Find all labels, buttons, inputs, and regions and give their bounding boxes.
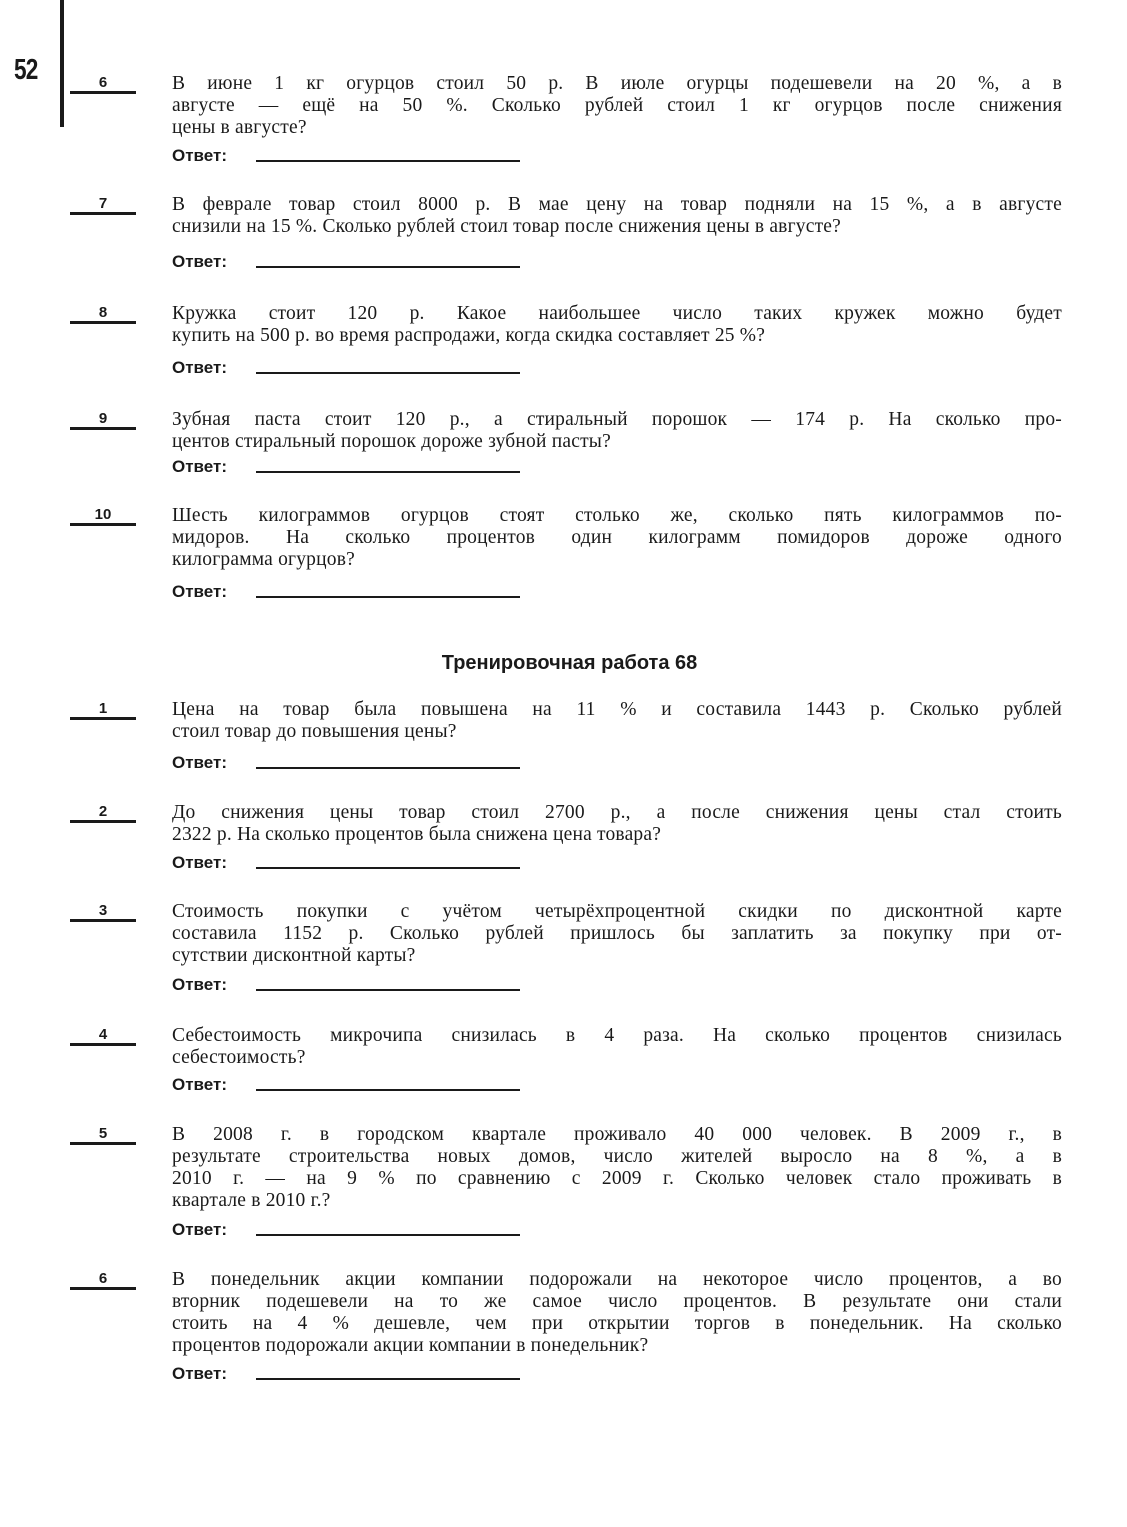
- task-text-line: 2322 р. На сколько процентов была снижена цена товара?: [172, 824, 662, 845]
- answer-label: Ответ:: [172, 146, 227, 165]
- answer-field-line[interactable]: [256, 160, 520, 162]
- task-number-rule: [70, 212, 136, 215]
- answer-field-line[interactable]: [256, 1234, 520, 1236]
- task-text-line: Зубная паста стоит 120 р., а стиральный порошок — 174 р. На сколько про-: [172, 409, 1062, 430]
- answer-label: Ответ:: [172, 1075, 227, 1094]
- task-text-line: Шесть килограммов огурцов стоят столько же, сколько пять килограммов по-: [172, 505, 1062, 526]
- task-text-line: В 2008 г. в городском квартале проживало 40 000 человек. В 2009 г., в: [172, 1124, 1062, 1145]
- answer-field-line[interactable]: [256, 989, 520, 991]
- task-text-line: вторник подешевели на то же самое число процентов. В результате они стали: [172, 1291, 1062, 1312]
- task-text-line: стоил товар до повышения цены?: [172, 721, 457, 742]
- answer-label: Ответ:: [172, 753, 227, 772]
- answer-label: Ответ:: [172, 975, 227, 994]
- answer-field-line[interactable]: [256, 767, 520, 769]
- task-number: 4: [98, 1026, 108, 1043]
- task-text: [172, 802, 1062, 846]
- task-number: 6: [98, 74, 108, 91]
- task-text-line: В июне 1 кг огурцов стоил 50 р. В июле огурцы подешевели на 20 %, а в: [172, 73, 1062, 94]
- task-number: 9: [98, 410, 108, 427]
- task-text: [172, 1025, 1062, 1069]
- task-text-line: мидоров. На сколько процентов один килограмм помидоров дороже одного: [172, 527, 1062, 548]
- task-number-rule: [70, 427, 136, 430]
- task-text-line: стоить на 4 % дешевле, чем при открытии торгов в понедельник. На сколько: [172, 1313, 1062, 1334]
- answer-field-line[interactable]: [256, 266, 520, 268]
- task-number-rule: [70, 1287, 136, 1290]
- answer-field-line[interactable]: [256, 596, 520, 598]
- task-text-line: 2010 г. — на 9 % по сравнению с 2009 г. Сколько человек стало проживать в: [172, 1168, 1062, 1189]
- task-number: 3: [98, 902, 108, 919]
- task-text-line: результате строительства новых домов, число жителей выросло на 8 %, а в: [172, 1146, 1062, 1167]
- answer-label: Ответ:: [172, 853, 227, 872]
- task-text-line: До снижения цены товар стоил 2700 р., а после снижения цены стал стоить: [172, 802, 1062, 823]
- task-text-line: купить на 500 р. во время распродажи, когда скидка составляет 25 %?: [172, 325, 766, 346]
- task-number-rule: [70, 523, 136, 526]
- task-number: 7: [98, 195, 108, 212]
- task-text-line: снизили на 15 %. Сколько рублей стоил товар после снижения цены в августе?: [172, 216, 842, 237]
- task-text: [172, 303, 1062, 347]
- task-text-line: составила 1152 р. Сколько рублей пришлось бы заплатить за покупку при от-: [172, 923, 1062, 944]
- task-text-line: процентов подорожали акции компании в понедельник?: [172, 1335, 649, 1356]
- task-text-line: центов стиральный порошок дороже зубной пасты?: [172, 431, 611, 452]
- task-number-rule: [70, 1043, 136, 1046]
- task-text-line: Цена на товар была повышена на 11 % и составила 1443 р. Сколько рублей: [172, 699, 1062, 720]
- task-text-line: квартале в 2010 г.?: [172, 1190, 331, 1211]
- answer-label: Ответ:: [172, 358, 227, 377]
- answer-field-line[interactable]: [256, 471, 520, 473]
- task-number: 6: [98, 1270, 108, 1287]
- answer-field-line[interactable]: [256, 1378, 520, 1380]
- task-text-line: Кружка стоит 120 р. Какое наибольшее число таких кружек можно будет: [172, 303, 1062, 324]
- task-text: [172, 73, 1062, 139]
- task-number: 1: [98, 700, 108, 717]
- task-number: 5: [98, 1125, 108, 1142]
- task-text-line: В понедельник акции компании подорожали на некоторое число процентов, а во: [172, 1269, 1062, 1290]
- task-text-line: В феврале товар стоил 8000 р. В мае цену на товар подняли на 15 %, а в августе: [172, 194, 1062, 215]
- task-number: 8: [98, 304, 108, 321]
- task-number-rule: [70, 820, 136, 823]
- answer-label: Ответ:: [172, 582, 227, 601]
- page-number: 52: [14, 54, 38, 86]
- task-text: [172, 409, 1062, 453]
- answer-field-line[interactable]: [256, 372, 520, 374]
- margin-rule: [60, 0, 64, 127]
- task-number-rule: [70, 717, 136, 720]
- task-number-rule: [70, 91, 136, 94]
- task-number-rule: [70, 919, 136, 922]
- section-title: Тренировочная работа 68: [441, 652, 698, 674]
- answer-label: Ответ:: [172, 252, 227, 271]
- task-text: [172, 901, 1062, 967]
- task-text-line: августе — ещё на 50 %. Сколько рублей стоил 1 кг огурцов после снижения: [172, 95, 1062, 116]
- answer-field-line[interactable]: [256, 1089, 520, 1091]
- task-text-line: себестоимость?: [172, 1047, 306, 1068]
- task-text-line: сутствии дисконтной карты?: [172, 945, 416, 966]
- answer-label: Ответ:: [172, 1220, 227, 1239]
- task-text-line: Стоимость покупки с учётом четырёхпроцентной скидки по дисконтной карте: [172, 901, 1062, 922]
- task-text-line: цены в августе?: [172, 117, 307, 138]
- task-text-line: килограмма огурцов?: [172, 549, 355, 570]
- task-number-rule: [70, 1142, 136, 1145]
- answer-label: Ответ:: [172, 457, 227, 476]
- task-text: [172, 699, 1062, 743]
- task-text: [172, 1269, 1062, 1357]
- task-text: [172, 194, 1062, 238]
- answer-label: Ответ:: [172, 1364, 227, 1383]
- task-text: [172, 1124, 1062, 1212]
- answer-field-line[interactable]: [256, 867, 520, 869]
- task-text: [172, 505, 1062, 571]
- task-number: 2: [98, 803, 108, 820]
- task-text-line: Себестоимость микрочипа снизилась в 4 раза. На сколько процентов снизилась: [172, 1025, 1062, 1046]
- task-number: 10: [94, 506, 112, 523]
- task-number-rule: [70, 321, 136, 324]
